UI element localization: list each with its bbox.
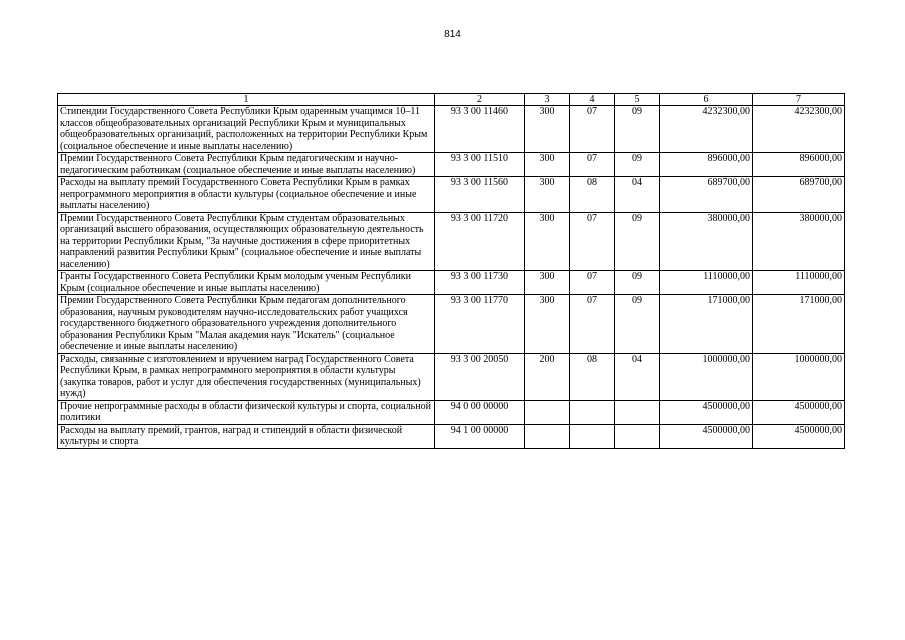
row-col4: 07 [570,106,615,153]
row-col3: 200 [525,353,570,400]
header-row [58,94,845,106]
row-description: Расходы на выплату премий Государственного Совета Республики Крым в рамках непрограммного мероприятия в области культуры (социальное обеспечение и иные выплаты населению) [58,177,435,213]
table-row [58,212,845,271]
row-col4: 07 [570,271,615,295]
table-row [58,353,845,400]
row-col4 [570,400,615,424]
row-amount-6: 4232300,00 [660,106,753,153]
row-description: Расходы на выплату премий, грантов, наград и стипендий в области физической культуры и спорта [58,424,435,448]
row-code: 93 3 00 11510 [435,153,525,177]
row-col3 [525,424,570,448]
row-amount-7: 1110000,00 [753,271,845,295]
row-col5: 09 [615,271,660,295]
row-amount-7: 896000,00 [753,153,845,177]
header-cell: 5 [615,94,660,106]
row-amount-6: 1110000,00 [660,271,753,295]
row-code: 93 3 00 11720 [435,212,525,271]
row-col5 [615,400,660,424]
row-amount-6: 380000,00 [660,212,753,271]
row-amount-7: 4232300,00 [753,106,845,153]
row-col5: 09 [615,212,660,271]
page-number: 814 [444,29,461,40]
header-cell: 2 [435,94,525,106]
table-row [58,106,845,153]
row-amount-6: 689700,00 [660,177,753,213]
row-description: Премии Государственного Совета Республики Крым педагогам дополнительного образования, научным руководителям научно-исследовательских работ учащихся государственного бюджетного образовательного учреждения дополнительного образования Республики Крым "Малая академия наук "Искатель" (социальное обеспечение и иные выплаты населению) [58,295,435,354]
row-code: 93 3 00 11730 [435,271,525,295]
row-col4: 07 [570,153,615,177]
table-row [58,400,845,424]
row-description: Прочие непрограммные расходы в области физической культуры и спорта, социальной политики [58,400,435,424]
row-code: 94 0 00 00000 [435,400,525,424]
row-amount-7: 4500000,00 [753,400,845,424]
row-code: 93 3 00 11560 [435,177,525,213]
row-col4: 07 [570,212,615,271]
row-col5: 09 [615,153,660,177]
row-amount-7: 171000,00 [753,295,845,354]
budget-table [57,93,845,449]
table-row [58,424,845,448]
row-col4: 08 [570,353,615,400]
row-col3: 300 [525,295,570,354]
row-col4 [570,424,615,448]
row-description: Стипендии Государственного Совета Республики Крым одаренным учащимся 10–11 классов общеобразовательных организаций Республики Крым и муниципальных общеобразовательных организаций, расположенных на территории Республики Крым (социальное обеспечение и иные выплаты населению) [58,106,435,153]
row-col3: 300 [525,271,570,295]
row-col3: 300 [525,212,570,271]
row-col3: 300 [525,106,570,153]
row-amount-7: 1000000,00 [753,353,845,400]
row-col3 [525,400,570,424]
row-col5 [615,424,660,448]
row-amount-7: 4500000,00 [753,424,845,448]
row-col3: 300 [525,177,570,213]
row-amount-6: 896000,00 [660,153,753,177]
row-col5: 04 [615,177,660,213]
header-cell: 1 [58,94,435,106]
table-row [58,271,845,295]
row-description: Премии Государственного Совета Республики Крым педагогическим и научно-педагогическим работникам (социальное обеспечение и иные выплаты населению) [58,153,435,177]
table-row [58,295,845,354]
row-amount-7: 689700,00 [753,177,845,213]
row-description: Расходы, связанные с изготовлением и вручением наград Государственного Совета Республики Крым, в рамках непрограммного мероприятия в области культуры (закупка товаров, работ и услуг для обеспечения государственных (муниципальных) нужд) [58,353,435,400]
row-col5: 04 [615,353,660,400]
row-col3: 300 [525,153,570,177]
row-amount-6: 171000,00 [660,295,753,354]
header-cell: 3 [525,94,570,106]
header-cell: 6 [660,94,753,106]
row-code: 93 3 00 11460 [435,106,525,153]
row-code: 94 1 00 00000 [435,424,525,448]
row-amount-7: 380000,00 [753,212,845,271]
table-row [58,177,845,213]
row-amount-6: 1000000,00 [660,353,753,400]
row-code: 93 3 00 11770 [435,295,525,354]
row-description: Премии Государственного Совета Республики Крым студентам образовательных организаций высшего образования, осуществляющих образовательную деятельность на территории Республики Крым, "За научные достижения в сфере приоритетных направлений развития Республики Крым" (социальное обеспечение и иные выплаты населению) [58,212,435,271]
row-col4: 08 [570,177,615,213]
table-row [58,153,845,177]
row-description: Гранты Государственного Совета Республики Крым молодым ученым Республики Крым (социальное обеспечение и иные выплаты населению) [58,271,435,295]
row-col4: 07 [570,295,615,354]
header-cell: 7 [753,94,845,106]
row-col5: 09 [615,106,660,153]
row-amount-6: 4500000,00 [660,424,753,448]
row-col5: 09 [615,295,660,354]
row-code: 93 3 00 20050 [435,353,525,400]
row-amount-6: 4500000,00 [660,400,753,424]
header-cell: 4 [570,94,615,106]
